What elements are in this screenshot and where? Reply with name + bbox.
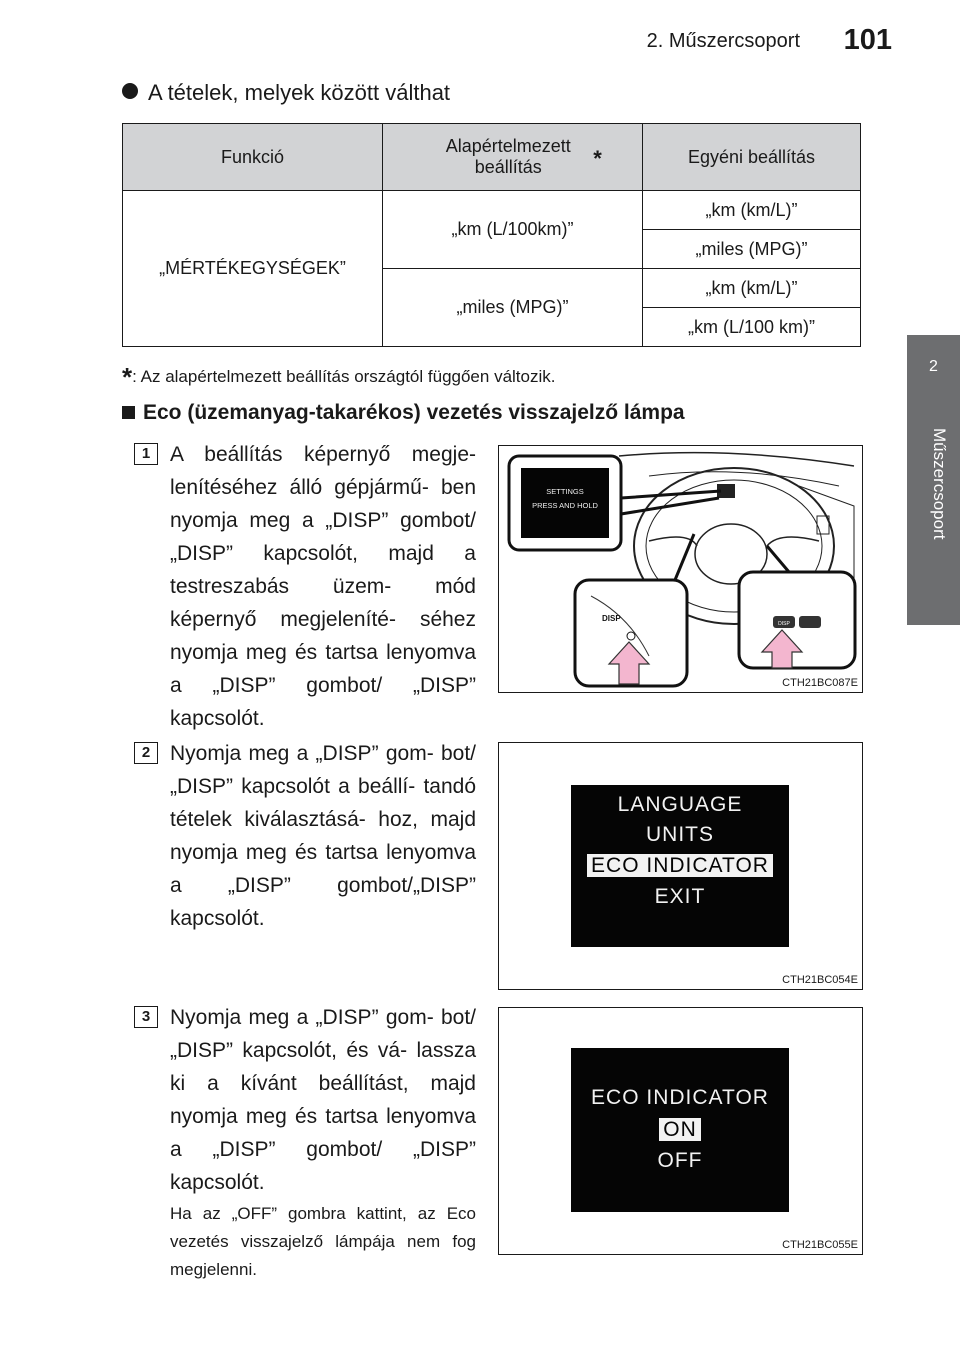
eco-option-off: OFF	[657, 1149, 703, 1172]
table-header-row	[123, 124, 861, 191]
menu-item-units: UNITS	[646, 823, 714, 846]
table-header-star: *	[593, 146, 602, 171]
menu-item-eco-indicator	[571, 854, 789, 878]
step-number-3: 3	[134, 1006, 158, 1028]
figure-eco-indicator	[498, 1007, 863, 1255]
table-header-default-text: Alapértelmezett beállítás	[445, 136, 571, 177]
table-cell-function: „MÉRTÉKEGYSÉGEK”	[123, 191, 383, 347]
table-cell-default: „miles (MPG)”	[383, 269, 643, 347]
step-text-1: A beállítás képernyő megje- lenítéséhez álló gépjármű- ben nyomja meg a „DISP” gombot/„DISP” kapcsolót, majd a testreszabás üzem- mód képernyő megjeleníté- séhez nyomja meg és tartsa lenyomva a „DISP” gombot/ „DISP” kapcsolót.	[170, 443, 476, 730]
step-number-2: 2	[134, 742, 158, 764]
table-header-custom: Egyéni beállítás	[643, 124, 861, 191]
step-text-3: Nyomja meg a „DISP” gom- bot/„DISP” kapcsolót, és vá- lassza ki a kívánt beállítást, majd nyomja meg és tartsa lenyomva a „DISP” gombot/ „DISP” kapcsolót.	[170, 1006, 476, 1194]
step-note-3: Ha az „OFF” gombra kattint, az Eco vezetés visszajelző lámpája nem fog megjelenni.	[170, 1204, 476, 1279]
eco-option-on	[571, 1118, 789, 1142]
table-cell-custom: „km (km/L)”	[643, 269, 861, 308]
footnote-text: : Az alapértelmezett beállítás országtól függően változik.	[132, 367, 556, 386]
step-number-1: 1	[134, 443, 158, 465]
menu-item-eco-indicator-text: ECO INDICATOR	[587, 854, 773, 877]
table-cell-custom: „miles (MPG)”	[643, 230, 861, 269]
subheading	[122, 401, 685, 425]
chapter-title: 2. Műszercsoport	[646, 30, 800, 52]
figure-code: CTH21BC054E	[782, 974, 858, 986]
eco-screen	[571, 1048, 789, 1212]
footnote	[122, 362, 555, 393]
section-bullet	[122, 80, 450, 106]
footnote-star: *	[122, 362, 133, 392]
table-cell-custom: „km (L/100 km)”	[643, 308, 861, 347]
menu-item-exit: EXIT	[654, 885, 706, 908]
figure-settings-menu	[498, 742, 863, 990]
side-tab	[907, 335, 960, 418]
fig1-button-label-left: DISP	[602, 614, 621, 623]
side-tab-label: Műszercsoport	[930, 428, 949, 540]
settings-table	[122, 123, 861, 347]
section-bullet-text: A tételek, melyek között válthat	[148, 80, 451, 105]
table-cell-default: „km (L/100km)”	[383, 191, 643, 269]
figure-code: CTH21BC087E	[782, 677, 858, 689]
fig1-screen-line1: SETTINGS	[546, 487, 584, 496]
eco-title: ECO INDICATOR	[591, 1086, 769, 1109]
table-row	[123, 191, 861, 230]
menu-item-language: LANGUAGE	[617, 793, 743, 816]
bullet-dot-icon	[122, 83, 138, 99]
table-header-function: Funkció	[123, 124, 383, 191]
side-tab-number: 2	[929, 358, 938, 375]
figure-code: CTH21BC055E	[782, 1239, 858, 1251]
page-number: 101	[843, 24, 892, 56]
figure-steering-wheel	[498, 445, 863, 693]
table-header-default	[383, 124, 643, 191]
square-bullet-icon	[122, 406, 135, 419]
steering-wheel-illustration	[499, 446, 862, 692]
step-text-2: Nyomja meg a „DISP” gom- bot/„DISP” kapcsolót a beállí- tandó tételek kiválasztásá- hoz, majd nyomja meg és tartsa lenyomva a „DISP” gombot/„DISP” kapcsolót.	[170, 742, 476, 930]
table-cell-custom: „km (km/L)”	[643, 191, 861, 230]
fig1-button-label-right: DISP	[778, 621, 790, 627]
subheading-text: Eco (üzemanyag-takarékos) vezetés visszajelző lámpa	[143, 401, 685, 424]
menu-screen	[571, 785, 789, 947]
eco-option-on-text: ON	[659, 1118, 701, 1141]
fig1-screen-line2: PRESS AND HOLD	[532, 501, 598, 510]
